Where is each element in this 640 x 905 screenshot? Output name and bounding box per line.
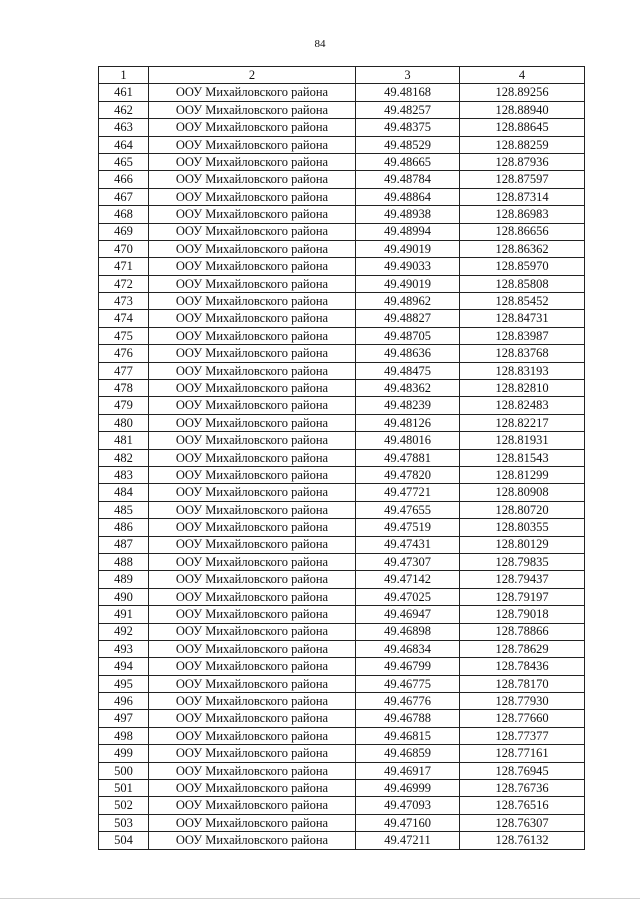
longitude-cell: 128.85808 [460, 275, 585, 292]
latitude-cell: 49.48938 [356, 206, 460, 223]
table-row [99, 153, 585, 170]
longitude-cell: 128.80355 [460, 519, 585, 536]
row-number-cell: 472 [99, 275, 149, 292]
longitude-cell: 128.86656 [460, 223, 585, 240]
longitude-cell: 128.77161 [460, 745, 585, 762]
row-number-cell: 495 [99, 675, 149, 692]
latitude-cell: 49.47307 [356, 553, 460, 570]
latitude-cell: 49.48375 [356, 119, 460, 136]
district-name-cell: ООУ Михайловского района [149, 310, 356, 327]
coordinates-table [98, 66, 585, 850]
longitude-cell: 128.89256 [460, 84, 585, 101]
table-row [99, 84, 585, 101]
table-row [99, 240, 585, 257]
table-row [99, 293, 585, 310]
row-number-cell: 490 [99, 588, 149, 605]
district-name-cell: ООУ Михайловского района [149, 832, 356, 849]
latitude-cell: 49.48636 [356, 345, 460, 362]
longitude-cell: 128.77660 [460, 710, 585, 727]
longitude-cell: 128.85452 [460, 293, 585, 310]
table-row [99, 640, 585, 657]
longitude-cell: 128.82483 [460, 397, 585, 414]
latitude-cell: 49.46834 [356, 640, 460, 657]
longitude-cell: 128.80129 [460, 536, 585, 553]
longitude-cell: 128.78629 [460, 640, 585, 657]
latitude-cell: 49.49033 [356, 258, 460, 275]
district-name-cell: ООУ Михайловского района [149, 727, 356, 744]
row-number-cell: 471 [99, 258, 149, 275]
longitude-cell: 128.86983 [460, 206, 585, 223]
district-name-cell: ООУ Михайловского района [149, 693, 356, 710]
row-number-cell: 494 [99, 658, 149, 675]
latitude-cell: 49.47721 [356, 484, 460, 501]
district-name-cell: ООУ Михайловского района [149, 380, 356, 397]
longitude-cell: 128.76516 [460, 797, 585, 814]
district-name-cell: ООУ Михайловского района [149, 623, 356, 640]
table-row [99, 675, 585, 692]
latitude-cell: 49.46999 [356, 780, 460, 797]
longitude-cell: 128.77377 [460, 727, 585, 744]
latitude-cell: 49.48827 [356, 310, 460, 327]
latitude-cell: 49.46815 [356, 727, 460, 744]
row-number-cell: 493 [99, 640, 149, 657]
district-name-cell: ООУ Михайловского района [149, 258, 356, 275]
table-row [99, 449, 585, 466]
longitude-cell: 128.77930 [460, 693, 585, 710]
latitude-cell: 49.48362 [356, 380, 460, 397]
row-number-cell: 488 [99, 553, 149, 570]
latitude-cell: 49.46859 [356, 745, 460, 762]
district-name-cell: ООУ Михайловского района [149, 362, 356, 379]
table-row [99, 606, 585, 623]
longitude-cell: 128.84731 [460, 310, 585, 327]
latitude-cell: 49.46947 [356, 606, 460, 623]
district-name-cell: ООУ Михайловского района [149, 171, 356, 188]
district-name-cell: ООУ Михайловского района [149, 484, 356, 501]
row-number-cell: 492 [99, 623, 149, 640]
row-number-cell: 484 [99, 484, 149, 501]
longitude-cell: 128.81299 [460, 466, 585, 483]
latitude-cell: 49.48962 [356, 293, 460, 310]
latitude-cell: 49.47519 [356, 519, 460, 536]
district-name-cell: ООУ Михайловского района [149, 293, 356, 310]
row-number-cell: 480 [99, 414, 149, 431]
latitude-cell: 49.48665 [356, 153, 460, 170]
latitude-cell: 49.47142 [356, 571, 460, 588]
district-name-cell: ООУ Михайловского района [149, 710, 356, 727]
table-row [99, 588, 585, 605]
table-row [99, 710, 585, 727]
district-name-cell: ООУ Михайловского района [149, 501, 356, 518]
district-name-cell: ООУ Михайловского района [149, 745, 356, 762]
table-row [99, 380, 585, 397]
table-row [99, 432, 585, 449]
row-number-cell: 473 [99, 293, 149, 310]
longitude-cell: 128.87314 [460, 188, 585, 205]
longitude-cell: 128.76307 [460, 814, 585, 831]
latitude-cell: 49.46788 [356, 710, 460, 727]
longitude-cell: 128.80720 [460, 501, 585, 518]
table-row [99, 119, 585, 136]
row-number-cell: 499 [99, 745, 149, 762]
row-number-cell: 482 [99, 449, 149, 466]
district-name-cell: ООУ Михайловского района [149, 84, 356, 101]
table-row [99, 206, 585, 223]
column-header-latitude: 3 [356, 67, 460, 84]
longitude-cell: 128.85970 [460, 258, 585, 275]
table-row [99, 397, 585, 414]
district-name-cell: ООУ Михайловского района [149, 223, 356, 240]
row-number-cell: 496 [99, 693, 149, 710]
latitude-cell: 49.47881 [356, 449, 460, 466]
row-number-cell: 502 [99, 797, 149, 814]
latitude-cell: 49.46917 [356, 762, 460, 779]
page-edge-line [0, 898, 640, 899]
table-row [99, 658, 585, 675]
district-name-cell: ООУ Михайловского района [149, 327, 356, 344]
longitude-cell: 128.87597 [460, 171, 585, 188]
column-header-name: 2 [149, 67, 356, 84]
table-row [99, 745, 585, 762]
row-number-cell: 479 [99, 397, 149, 414]
row-number-cell: 467 [99, 188, 149, 205]
longitude-cell: 128.79835 [460, 553, 585, 570]
row-number-cell: 474 [99, 310, 149, 327]
column-header-number: 1 [99, 67, 149, 84]
longitude-cell: 128.87936 [460, 153, 585, 170]
row-number-cell: 476 [99, 345, 149, 362]
row-number-cell: 503 [99, 814, 149, 831]
district-name-cell: ООУ Михайловского района [149, 640, 356, 657]
latitude-cell: 49.47093 [356, 797, 460, 814]
table-row [99, 553, 585, 570]
longitude-cell: 128.88645 [460, 119, 585, 136]
row-number-cell: 487 [99, 536, 149, 553]
row-number-cell: 481 [99, 432, 149, 449]
table-body [99, 84, 585, 849]
district-name-cell: ООУ Михайловского района [149, 606, 356, 623]
table-row [99, 623, 585, 640]
table-row [99, 258, 585, 275]
longitude-cell: 128.81543 [460, 449, 585, 466]
row-number-cell: 470 [99, 240, 149, 257]
latitude-cell: 49.48239 [356, 397, 460, 414]
latitude-cell: 49.46775 [356, 675, 460, 692]
latitude-cell: 49.48529 [356, 136, 460, 153]
table-row [99, 345, 585, 362]
row-number-cell: 464 [99, 136, 149, 153]
longitude-cell: 128.78436 [460, 658, 585, 675]
table-row [99, 832, 585, 849]
district-name-cell: ООУ Михайловского района [149, 571, 356, 588]
table-row [99, 414, 585, 431]
district-name-cell: ООУ Михайловского района [149, 101, 356, 118]
district-name-cell: ООУ Михайловского района [149, 658, 356, 675]
longitude-cell: 128.88940 [460, 101, 585, 118]
latitude-cell: 49.47211 [356, 832, 460, 849]
table-row [99, 484, 585, 501]
district-name-cell: ООУ Михайловского района [149, 432, 356, 449]
longitude-cell: 128.80908 [460, 484, 585, 501]
longitude-cell: 128.83987 [460, 327, 585, 344]
table-row [99, 571, 585, 588]
longitude-cell: 128.82217 [460, 414, 585, 431]
latitude-cell: 49.48864 [356, 188, 460, 205]
latitude-cell: 49.48994 [356, 223, 460, 240]
district-name-cell: ООУ Михайловского района [149, 153, 356, 170]
table-row [99, 780, 585, 797]
row-number-cell: 478 [99, 380, 149, 397]
table-row [99, 223, 585, 240]
table-row [99, 814, 585, 831]
district-name-cell: ООУ Михайловского района [149, 188, 356, 205]
table-row [99, 362, 585, 379]
latitude-cell: 49.48257 [356, 101, 460, 118]
longitude-cell: 128.76736 [460, 780, 585, 797]
row-number-cell: 468 [99, 206, 149, 223]
row-number-cell: 498 [99, 727, 149, 744]
longitude-cell: 128.76945 [460, 762, 585, 779]
district-name-cell: ООУ Михайловского района [149, 814, 356, 831]
row-number-cell: 504 [99, 832, 149, 849]
district-name-cell: ООУ Михайловского района [149, 275, 356, 292]
table-row [99, 327, 585, 344]
row-number-cell: 462 [99, 101, 149, 118]
table-row [99, 275, 585, 292]
latitude-cell: 49.48016 [356, 432, 460, 449]
longitude-cell: 128.82810 [460, 380, 585, 397]
district-name-cell: ООУ Михайловского района [149, 466, 356, 483]
district-name-cell: ООУ Михайловского района [149, 397, 356, 414]
district-name-cell: ООУ Михайловского района [149, 119, 356, 136]
longitude-cell: 128.76132 [460, 832, 585, 849]
table-header-row [99, 67, 585, 84]
district-name-cell: ООУ Михайловского района [149, 797, 356, 814]
row-number-cell: 500 [99, 762, 149, 779]
row-number-cell: 491 [99, 606, 149, 623]
longitude-cell: 128.81931 [460, 432, 585, 449]
latitude-cell: 49.46898 [356, 623, 460, 640]
latitude-cell: 49.48126 [356, 414, 460, 431]
row-number-cell: 483 [99, 466, 149, 483]
district-name-cell: ООУ Михайловского района [149, 136, 356, 153]
district-name-cell: ООУ Михайловского района [149, 240, 356, 257]
table-row [99, 693, 585, 710]
longitude-cell: 128.86362 [460, 240, 585, 257]
district-name-cell: ООУ Михайловского района [149, 414, 356, 431]
district-name-cell: ООУ Михайловского района [149, 206, 356, 223]
longitude-cell: 128.83193 [460, 362, 585, 379]
district-name-cell: ООУ Михайловского района [149, 345, 356, 362]
table-row [99, 536, 585, 553]
district-name-cell: ООУ Михайловского района [149, 536, 356, 553]
latitude-cell: 49.47025 [356, 588, 460, 605]
latitude-cell: 49.47820 [356, 466, 460, 483]
table-row [99, 501, 585, 518]
table-row [99, 310, 585, 327]
row-number-cell: 477 [99, 362, 149, 379]
table-row [99, 727, 585, 744]
row-number-cell: 469 [99, 223, 149, 240]
district-name-cell: ООУ Михайловского района [149, 675, 356, 692]
latitude-cell: 49.48705 [356, 327, 460, 344]
longitude-cell: 128.88259 [460, 136, 585, 153]
longitude-cell: 128.78170 [460, 675, 585, 692]
row-number-cell: 486 [99, 519, 149, 536]
district-name-cell: ООУ Михайловского района [149, 762, 356, 779]
row-number-cell: 485 [99, 501, 149, 518]
latitude-cell: 49.48475 [356, 362, 460, 379]
row-number-cell: 475 [99, 327, 149, 344]
longitude-cell: 128.79437 [460, 571, 585, 588]
latitude-cell: 49.46799 [356, 658, 460, 675]
table-row [99, 466, 585, 483]
row-number-cell: 461 [99, 84, 149, 101]
latitude-cell: 49.48784 [356, 171, 460, 188]
latitude-cell: 49.47160 [356, 814, 460, 831]
table-row [99, 171, 585, 188]
row-number-cell: 465 [99, 153, 149, 170]
district-name-cell: ООУ Михайловского района [149, 780, 356, 797]
district-name-cell: ООУ Михайловского района [149, 449, 356, 466]
latitude-cell: 49.47655 [356, 501, 460, 518]
table-row [99, 519, 585, 536]
latitude-cell: 49.47431 [356, 536, 460, 553]
district-name-cell: ООУ Михайловского района [149, 588, 356, 605]
longitude-cell: 128.79018 [460, 606, 585, 623]
latitude-cell: 49.48168 [356, 84, 460, 101]
latitude-cell: 49.46776 [356, 693, 460, 710]
column-header-longitude: 4 [460, 67, 585, 84]
district-name-cell: ООУ Михайловского района [149, 553, 356, 570]
table-row [99, 136, 585, 153]
longitude-cell: 128.78866 [460, 623, 585, 640]
row-number-cell: 501 [99, 780, 149, 797]
longitude-cell: 128.79197 [460, 588, 585, 605]
latitude-cell: 49.49019 [356, 240, 460, 257]
longitude-cell: 128.83768 [460, 345, 585, 362]
row-number-cell: 497 [99, 710, 149, 727]
table-row [99, 797, 585, 814]
table-row [99, 762, 585, 779]
district-name-cell: ООУ Михайловского района [149, 519, 356, 536]
row-number-cell: 463 [99, 119, 149, 136]
row-number-cell: 489 [99, 571, 149, 588]
page-number: 84 [314, 38, 326, 50]
latitude-cell: 49.49019 [356, 275, 460, 292]
table-row [99, 188, 585, 205]
row-number-cell: 466 [99, 171, 149, 188]
table-row [99, 101, 585, 118]
